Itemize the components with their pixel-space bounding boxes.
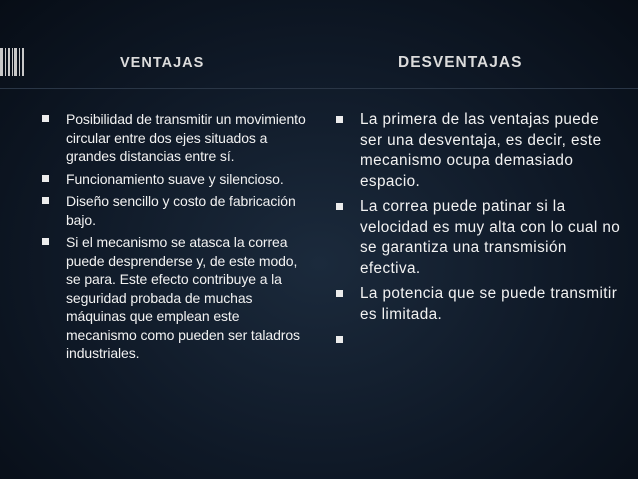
square-bullet-icon	[42, 115, 49, 122]
list-item-text: Si el mecanismo se atasca la correa puede desprenderse y, de este modo, se para. Este efecto contribuye a la seguridad probada de muchas máquinas que emplean este mecanismo como pueden ser taladros industriales.	[66, 234, 300, 361]
square-bullet-icon	[42, 175, 49, 182]
list-item-text: Funcionamiento suave y silencioso.	[66, 170, 284, 187]
list-item	[42, 233, 310, 363]
square-bullet-icon	[336, 290, 343, 297]
square-bullet-icon	[336, 116, 343, 123]
list-item-text: La correa puede patinar si la velocidad es muy alta con lo cual no se garantiza una transmisión efectiva.	[360, 198, 621, 277]
list-item-text: La primera de las ventajas puede ser una desventaja, es decir, este mecanismo ocupa demasiado espacio.	[360, 111, 602, 190]
ventajas-header: VENTAJAS	[120, 55, 205, 71]
square-bullet-icon	[336, 336, 343, 343]
list-item	[336, 110, 626, 192]
ventajas-list	[42, 110, 310, 367]
list-item-text: Posibilidad de transmitir un movimiento circular entre dos ejes situados a grandes distancias entre sí.	[66, 111, 306, 164]
square-bullet-icon	[336, 203, 343, 210]
vertical-bars-decoration	[0, 48, 24, 76]
list-item	[42, 170, 310, 189]
square-bullet-icon	[42, 238, 49, 245]
list-item	[42, 110, 310, 166]
header-divider	[0, 88, 638, 89]
desventajas-header: DESVENTAJAS	[398, 54, 523, 71]
table-header	[28, 46, 638, 80]
square-bullet-icon	[42, 197, 49, 204]
list-item	[42, 192, 310, 229]
list-item	[336, 284, 626, 325]
list-item-text: La potencia que se puede transmitir es limitada.	[360, 285, 618, 323]
list-item	[336, 197, 626, 279]
list-item-text: Diseño sencillo y costo de fabricación bajo.	[66, 193, 296, 228]
desventajas-list	[336, 110, 626, 330]
